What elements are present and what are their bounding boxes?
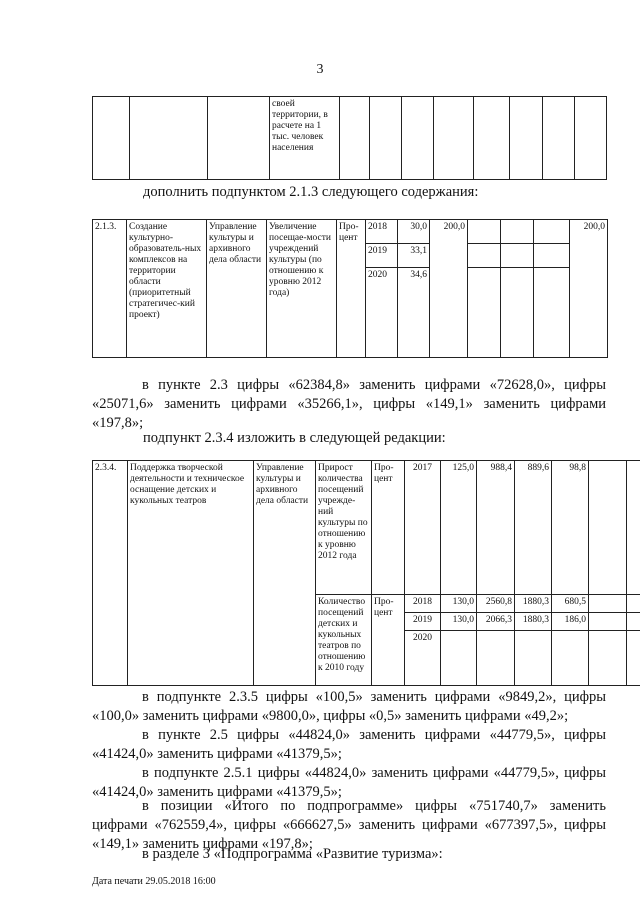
cell — [589, 461, 627, 595]
value-cell: 98,8 — [552, 461, 589, 595]
value-cell: 186,0 — [552, 613, 589, 631]
cell — [468, 220, 501, 244]
value-cell — [515, 631, 552, 686]
value-cell: 680,5 — [552, 595, 589, 613]
item-number: 2.1.3. — [93, 220, 127, 358]
item-unit: Про-цент — [337, 220, 366, 358]
value-cell: 200,0 — [430, 220, 468, 358]
intro-paragraph-1: дополнить подпунктом 2.1.3 следующего содержания: — [143, 184, 479, 200]
item-org: Управление культуры и архивного дела области — [207, 220, 267, 358]
unit-1: Про-цент — [372, 461, 405, 595]
value-cell: 1880,3 — [515, 595, 552, 613]
year-cell: 2019 — [366, 244, 398, 268]
item-number: 2.3.4. — [93, 461, 128, 686]
cell — [534, 220, 570, 244]
paragraph-2-5: в пункте 2.5 цифры «44824,0» заменить цифрами «44779,5», цифры «41424,0» заменить цифрами «41379,5»; — [92, 727, 606, 762]
cell — [575, 97, 607, 180]
cell — [130, 97, 208, 180]
cell — [468, 268, 501, 358]
value-cell: 2066,3 — [477, 613, 515, 631]
intro-paragraph-2: подпункт 2.3.4 изложить в следующей редакции: — [143, 430, 446, 446]
cell — [468, 244, 501, 268]
value-cell: 2560,8 — [477, 595, 515, 613]
value-cell: 30,0 — [398, 220, 430, 244]
cell — [208, 97, 270, 180]
cell — [589, 595, 627, 613]
year-cell: 2017 — [405, 461, 441, 595]
item-org: Управление культуры и архивного дела области — [254, 461, 316, 686]
paragraph-section-3: в разделе 3 «Подпрограмма «Развитие туризма»: — [142, 846, 443, 862]
cell — [340, 97, 370, 180]
value-cell: 988,4 — [477, 461, 515, 595]
cell — [474, 97, 510, 180]
paragraph-2-5-1: в подпункте 2.5.1 цифры «44824,0» заменить цифрами «44779,5», цифры «41424,0» заменить цифрами «41379,5»; — [92, 765, 606, 800]
value-cell: 130,0 — [441, 595, 477, 613]
cell — [534, 268, 570, 358]
year-cell: 2018 — [366, 220, 398, 244]
table-2-1-3 — [92, 219, 608, 358]
print-date: Дата печати 29.05.2018 16:00 — [92, 876, 216, 887]
table-continuation — [92, 96, 607, 180]
item-indicator: Увеличение посещае-мости учреждений культуры (по отношению к уровню 2012 года) — [267, 220, 337, 358]
paragraph-2-3: в пункте 2.3 цифры «62384,8» заменить цифрами «72628,0», цифры «25071,6» заменить цифрами «35266,1», цифры «149,1» заменить цифрами «197,8»; — [92, 377, 606, 431]
value-cell — [477, 631, 515, 686]
unit-2: Про-цент — [372, 595, 405, 686]
cell — [627, 631, 640, 686]
year-cell: 2018 — [405, 595, 441, 613]
value-cell: 125,0 — [441, 461, 477, 595]
cell — [434, 97, 474, 180]
cell — [93, 97, 130, 180]
cell — [589, 631, 627, 686]
value-cell: 889,6 — [515, 461, 552, 595]
value-cell: 34,6 — [398, 268, 430, 358]
table-2-3-4 — [92, 460, 640, 686]
cell — [402, 97, 434, 180]
indicator-1: Прирост количества посещений учрежде-ний культуры по отношению к уровню 2012 года — [316, 461, 372, 595]
cell — [627, 461, 640, 595]
cell — [627, 595, 640, 613]
indicator-2: Количество посещений детских и кукольных театров по отношению к 2010 году — [316, 595, 372, 686]
indicator-cell: своей территории, в расчете на 1 тыс. человек населения — [270, 97, 340, 180]
page-number: 3 — [316, 62, 324, 77]
cell — [370, 97, 402, 180]
paragraph-itogo: в позиции «Итого по подпрограмме» цифры «751740,7» заменить цифрами «762559,4», цифры «666627,5» заменить цифрами «677397,5», цифры «149,1» заменить цифрами «197,8»; — [92, 798, 606, 852]
cell — [510, 97, 543, 180]
cell — [501, 244, 534, 268]
cell — [501, 268, 534, 358]
cell — [534, 244, 570, 268]
cell — [589, 613, 627, 631]
cell — [627, 613, 640, 631]
item-name: Поддержка творческой деятельности и техническое оснащение детских и кукольных театров — [128, 461, 254, 686]
value-cell — [441, 631, 477, 686]
value-cell: 200,0 — [570, 220, 608, 358]
item-name: Создание культурно-образователь-ных комплексов на территории области (приоритетный стратегичес-кий проект) — [127, 220, 207, 358]
cell — [501, 220, 534, 244]
cell — [543, 97, 575, 180]
value-cell — [552, 631, 589, 686]
value-cell: 1880,3 — [515, 613, 552, 631]
value-cell: 33,1 — [398, 244, 430, 268]
value-cell: 130,0 — [441, 613, 477, 631]
year-cell: 2020 — [405, 631, 441, 686]
year-cell: 2020 — [366, 268, 398, 358]
year-cell: 2019 — [405, 613, 441, 631]
paragraph-2-3-5: в подпункте 2.3.5 цифры «100,5» заменить цифрами «9849,2», цифры «100,0» заменить цифрами «9800,0», цифры «0,5» заменить цифрами «49,2»; — [92, 689, 606, 724]
